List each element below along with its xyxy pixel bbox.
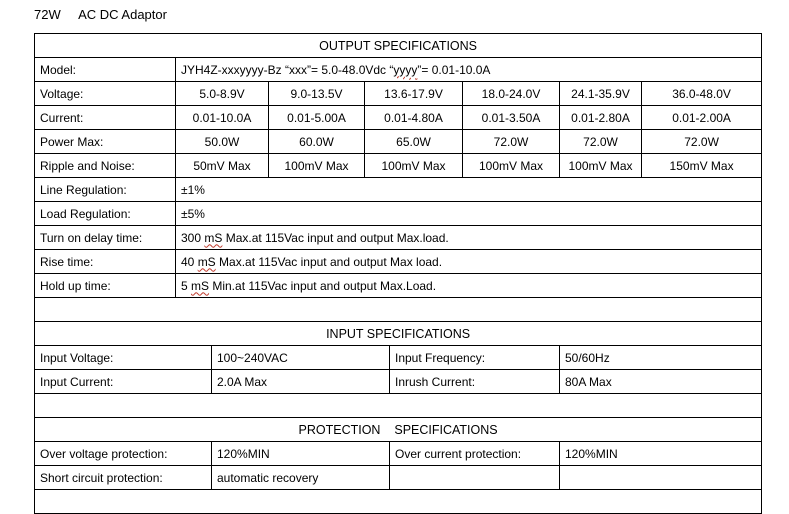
row-label: Ripple and Noise: — [35, 154, 176, 178]
spacer-cell — [35, 298, 762, 322]
spacer-row — [35, 394, 762, 418]
model-value: JYH4Z-xxxyyyy-Bz “xxx”= 5.0-48.0Vdc “yyyy”= 0.01-10.0A — [176, 58, 762, 82]
cell: 50mV Max — [176, 154, 269, 178]
cell: 65.0W — [365, 130, 463, 154]
cell: 72.0W — [560, 130, 642, 154]
cell: 300 mS Max.at 115Vac input and output Max.load. — [176, 226, 762, 250]
cell: 50.0W — [176, 130, 269, 154]
output-heading: OUTPUT SPECIFICATIONS — [35, 34, 762, 58]
cell: 36.0-48.0V — [642, 82, 762, 106]
hold-up-time-row — [35, 274, 762, 298]
cell: ±1% — [176, 178, 762, 202]
input-current-row — [35, 370, 762, 394]
row-label: Load Regulation: — [35, 202, 176, 226]
cell: 18.0-24.0V — [463, 82, 560, 106]
spacer-cell — [35, 490, 762, 514]
current-row — [35, 106, 762, 130]
row-label: Power Max: — [35, 130, 176, 154]
spacer-row — [35, 490, 762, 514]
cell: automatic recovery — [212, 466, 390, 490]
cell: 0.01-2.00A — [642, 106, 762, 130]
power-row — [35, 130, 762, 154]
cell: 0.01-2.80A — [560, 106, 642, 130]
input-heading: INPUT SPECIFICATIONS — [35, 322, 762, 346]
row-label: Short circuit protection: — [35, 466, 212, 490]
cell: 0.01-3.50A — [463, 106, 560, 130]
input-voltage-row — [35, 346, 762, 370]
cell: 150mV Max — [642, 154, 762, 178]
load-regulation-row — [35, 202, 762, 226]
ripple-row — [35, 154, 762, 178]
row-label: Over voltage protection: — [35, 442, 212, 466]
cell: 9.0-13.5V — [269, 82, 365, 106]
cell: 24.1-35.9V — [560, 82, 642, 106]
over-voltage-row — [35, 442, 762, 466]
spec-table — [34, 33, 762, 514]
row-label: Over current protection: — [390, 442, 560, 466]
row-label: Input Voltage: — [35, 346, 212, 370]
protection-heading-row — [35, 418, 762, 442]
row-label: Input Current: — [35, 370, 212, 394]
cell — [390, 466, 560, 490]
row-label: Rise time: — [35, 250, 176, 274]
cell: 72.0W — [463, 130, 560, 154]
cell: 13.6-17.9V — [365, 82, 463, 106]
model-label: Model: — [35, 58, 176, 82]
spacer-cell — [35, 394, 762, 418]
cell: 100mV Max — [463, 154, 560, 178]
model-row — [35, 58, 762, 82]
row-label: Line Regulation: — [35, 178, 176, 202]
cell: ±5% — [176, 202, 762, 226]
cell: 72.0W — [642, 130, 762, 154]
cell: 2.0A Max — [212, 370, 390, 394]
cell: 5.0-8.9V — [176, 82, 269, 106]
cell: 100~240VAC — [212, 346, 390, 370]
voltage-row — [35, 82, 762, 106]
cell: 80A Max — [560, 370, 762, 394]
row-label: Input Frequency: — [390, 346, 560, 370]
output-heading-row — [35, 34, 762, 58]
input-heading-row — [35, 322, 762, 346]
cell: 0.01-4.80A — [365, 106, 463, 130]
cell — [560, 466, 762, 490]
turn-on-delay-row — [35, 226, 762, 250]
row-label: Voltage: — [35, 82, 176, 106]
row-label: Inrush Current: — [390, 370, 560, 394]
cell: 100mV Max — [560, 154, 642, 178]
cell: 100mV Max — [365, 154, 463, 178]
cell: 0.01-10.0A — [176, 106, 269, 130]
cell: 60.0W — [269, 130, 365, 154]
document-title: 72W AC DC Adaptor — [34, 7, 167, 22]
cell: 100mV Max — [269, 154, 365, 178]
cell: 5 mS Min.at 115Vac input and output Max.Load. — [176, 274, 762, 298]
row-label: Current: — [35, 106, 176, 130]
cell: 50/60Hz — [560, 346, 762, 370]
protection-heading: PROTECTION SPECIFICATIONS — [35, 418, 762, 442]
row-label: Turn on delay time: — [35, 226, 176, 250]
line-regulation-row — [35, 178, 762, 202]
short-circuit-row — [35, 466, 762, 490]
cell: 120%MIN — [212, 442, 390, 466]
cell: 0.01-5.00A — [269, 106, 365, 130]
cell: 40 mS Max.at 115Vac input and output Max load. — [176, 250, 762, 274]
row-label: Hold up time: — [35, 274, 176, 298]
rise-time-row — [35, 250, 762, 274]
spacer-row — [35, 298, 762, 322]
cell: 120%MIN — [560, 442, 762, 466]
